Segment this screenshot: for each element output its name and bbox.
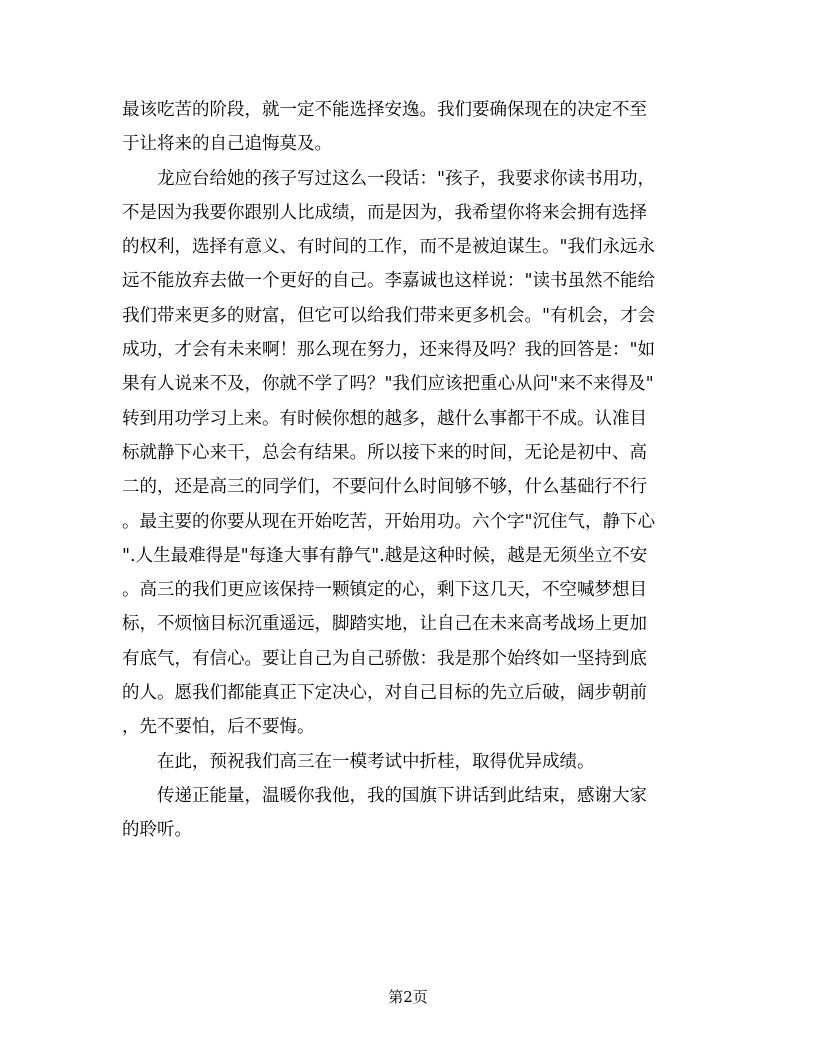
text-line: 于让将来的自己追悔莫及。 bbox=[122, 134, 332, 155]
text-line: 不是因为我要你跟别人比成绩，而是因为，我希望你将来会拥有选择 bbox=[122, 202, 647, 223]
text-line: 最该吃苦的阶段，就一定不能选择安逸。我们要确保现在的决定不至 bbox=[122, 100, 647, 120]
text-line: 转到用功学习上来。有时候你想的越多，越什么事都干不成。认准目 bbox=[122, 408, 647, 429]
text-line: 果有人说来不及，你就不学了吗？"我们应该把重心从问"来不来得及" bbox=[122, 374, 654, 395]
text-line: 传递正能量，温暖你我他，我的国旗下讲话到此结束，感谢大家 bbox=[122, 785, 647, 806]
text-line: 龙应台给她的孩子写过这么一段话："孩子，我要求你读书用功， bbox=[122, 168, 656, 189]
text-line: ".人生最难得是"每逢大事有静气".越是这种时候，越是无须坐立不安 bbox=[122, 545, 648, 566]
body-text bbox=[122, 93, 698, 848]
text-line: 有底气，有信心。要让自己为自己骄傲：我是那个始终如一坚持到底 bbox=[122, 648, 647, 669]
text-line: ，先不要怕，后不要悔。 bbox=[122, 717, 315, 738]
text-line: 。最主要的你要从现在开始吃苦，开始用功。六个字"沉住气，静下心 bbox=[122, 511, 656, 532]
text-line: 我们带来更多的财富，但它可以给我们带来更多机会。"有机会，才会 bbox=[122, 305, 656, 326]
text-line: 二的，还是高三的同学们，不要问什么时间够不够，什么基础行不行 bbox=[122, 477, 647, 498]
text-line: 的聆听。 bbox=[122, 820, 192, 841]
text-line: 标，不烦恼目标沉重遥远，脚踏实地，让自己在未来高考战场上更加 bbox=[122, 614, 647, 635]
text-line: 的人。愿我们都能真正下定决心，对自己目标的先立后破，阔步朝前 bbox=[122, 683, 647, 704]
text-line: 的权利，选择有意义、有时间的工作，而不是被迫谋生。"我们永远永 bbox=[122, 237, 656, 258]
text-line: 标就静下心来干，总会有结果。所以接下来的时间，无论是初中、高 bbox=[122, 442, 647, 463]
text-line: 成功，才会有未来啊！那么现在努力，还来得及吗？我的回答是："如 bbox=[122, 340, 656, 361]
text-line: 。高三的我们更应该保持一颗镇定的心，剩下这几天，不空喊梦想目 bbox=[122, 580, 647, 601]
page-number: 第2页 bbox=[388, 988, 428, 1006]
text-line: 在此，预祝我们高三在一模考试中折桂，取得优异成绩。 bbox=[122, 751, 595, 772]
text-line: 远不能放弃去做一个更好的自己。李嘉诚也这样说："读书虽然不能给 bbox=[122, 271, 656, 292]
